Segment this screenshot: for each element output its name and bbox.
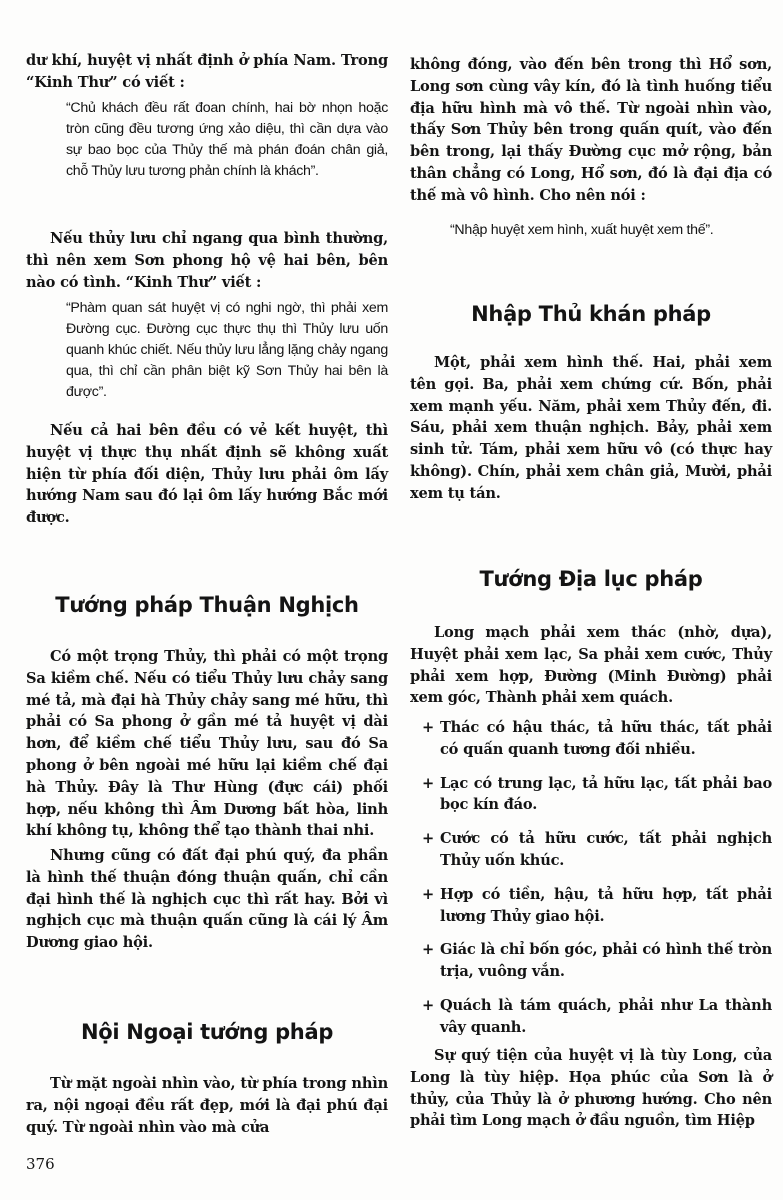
plus-bullet-icon: + — [422, 830, 435, 848]
list-item — [410, 939, 772, 983]
list-item-text: Cước có tả hữu cước, tất phải nghịch Thủy uốn khúc. — [440, 830, 772, 869]
paragraph — [26, 646, 388, 842]
list-item — [410, 773, 772, 817]
paragraph-text: dư khí, huyệt vị nhất định ở phía Nam. Trong “Kinh Thư” có viết : — [26, 52, 388, 91]
plus-bullet-icon: + — [422, 941, 435, 959]
paragraph-text: Một, phải xem hình thế. Hai, phải xem tên gọi. Ba, phải xem chứng cứ. Bốn, phải xem mạnh yếu. Năm, phải xem Thủy đến, đi. Sáu, phải xem thuận nghịch. Bảy, phải xem sinh tử. Tám, phải xem hữu vô (có thực hay không). Chín, phải xem chân giả, Mười, phải xem tụ tán. — [410, 354, 772, 502]
plus-bullet-icon: + — [422, 885, 435, 903]
paragraph-text: Có một trọng Thủy, thì phải có một trọng Sa kiềm chế. Nếu có tiểu Thủy lưu chảy sang mé tả, mà đại hà Thủy chảy sang mé hữu, thì phải có Sa phong ở gần mé tả huyệt vị dài hơn, để kiềm chế tiểu Thủy lưu, sau đó Sa phong ở bên ngoài mé hữu lại kiềm chế đại hà Thủy. Đây là Thư Hùng (đực cái) phối hợp, nếu không thì Âm Dương bất hòa, linh khí không tụ, không thể tạo thành thai nhi. — [26, 648, 388, 840]
section-heading — [26, 1020, 388, 1044]
plus-bullet-icon: + — [422, 774, 435, 792]
plus-bullet-icon: + — [422, 996, 435, 1014]
paragraph — [26, 228, 388, 293]
heading-nhap-thu: Nhập Thủ khán pháp — [471, 302, 711, 326]
heading-dia-luc: Tướng Địa lục pháp — [479, 567, 703, 591]
paragraph-text: không đóng, vào đến bên trong thì Hổ sơn, Long sơn cùng vây kín, đó là tình huống tiểu địa hữu hình mà vô thế. Từ ngoài nhìn vào, thấy Sơn Thủy bên trong quấn quít, vào đến bên trong, lại thấy Đường cục mở rộng, bản thân chẳng có Long, Hổ sơn, đó là đại địa có thế mà vô hình. Cho nên nói : — [410, 56, 772, 204]
quotation — [410, 220, 772, 241]
quote-text: “Phàm quan sát huyệt vị có nghi ngờ, thì phải xem Đường cục. Đường cục thực thụ thì Thủy lưu uốn quanh khúc chiết. Nếu thủy lưu lẳng lặng chảy ngang qua, thì chỉ cần phân biệt kỹ Sơn Thủy hai bên là được”. — [66, 300, 388, 400]
list-item-text: Thác có hậu thác, tả hữu thác, tất phải có quấn quanh tương đối nhiều. — [440, 719, 772, 758]
paragraph-text: Nhưng cũng có đất đại phú quý, đa phần là hình thế thuận đóng thuận quấn, chỉ cần đại hình thế là nghịch cục thì rất hay. Bởi vì nghịch cục mà thuận quấn cũng là cái lý Âm Dương giao hội. — [26, 847, 388, 952]
paragraph-text: Nếu thủy lưu chỉ ngang qua bình thường, thì nên xem Sơn phong hộ vệ hai bên, bên nào có tình. “Kinh Thư” viết : — [26, 230, 388, 291]
section-heading — [410, 567, 772, 591]
list-item-text: Lạc có trung lạc, tả hữu lạc, tất phải bao bọc kín đáo. — [440, 774, 772, 814]
paragraph — [26, 420, 388, 529]
plus-bullet-icon: + — [422, 719, 435, 736]
paragraph — [26, 845, 388, 954]
heading-thuan-nghich: Tướng pháp Thuận Nghịch — [55, 593, 359, 617]
rule-list — [410, 717, 772, 1039]
paragraph-text: Sự quý tiện của huyệt vị là tùy Long, của Long là tùy hiệp. Họa phúc của Sơn là ở thủy, của Thủy là ở phương hướng. Cho nên phải tìm Long mạch ở đầu nguồn, tìm Hiệp — [410, 1047, 772, 1130]
heading-noi-ngoai: Nội Ngoại tướng pháp — [80, 1020, 334, 1044]
paragraph-text: Nếu cả hai bên đều có vẻ kết huyệt, thì huyệt vị thực thụ nhất định sẽ không xuất hiện từ phía đối diện, Thủy lưu phải ôm lấy hướng Nam sau đó lại ôm lấy hướng Bắc mới được. — [26, 422, 388, 527]
paragraph — [26, 50, 388, 94]
paragraph-text: Từ mặt ngoài nhìn vào, từ phía trong nhìn ra, nội ngoại đều rất đẹp, mới là đại phú đại quý. Từ ngoài nhìn vào mà cửa — [26, 1075, 388, 1136]
list-item — [410, 995, 772, 1039]
page-number: 376 — [26, 1155, 55, 1173]
section-heading — [410, 302, 772, 326]
section-heading — [26, 593, 388, 617]
paragraph — [410, 352, 772, 505]
paragraph — [26, 1073, 388, 1138]
paragraph-text: Long mạch phải xem thác (nhờ, dựa), Huyệt phải xem lạc, Sa phải xem cước, Thủy phải xem hợp, Đường (Minh Đường) phải xem góc, Thành phải xem quách. — [410, 624, 772, 707]
quote-text: “Nhập huyệt xem hình, xuất huyệt xem thế”. — [450, 222, 714, 238]
list-item-text: Hợp có tiền, hậu, tả hữu hợp, tất phải lương Thủy giao hội. — [440, 885, 772, 925]
quote-text: “Chủ khách đều rất đoan chính, hai bờ nhọn hoặc tròn cũng đều tương ứng xảo diệu, thì cần dựa vào sự bao bọc của Thủy thế mà phán đoán chân giả, chỗ Thủy lưu tương phản chính là khách”. — [66, 100, 388, 179]
list-item — [410, 717, 772, 761]
list-item-text: Giác là chỉ bốn góc, phải có hình thế tròn trịa, vuông vắn. — [440, 941, 772, 981]
list-item-text: Quách là tám quách, phải như La thành vây quanh. — [440, 996, 772, 1036]
quotation — [26, 98, 388, 182]
paragraph — [410, 1045, 772, 1132]
paragraph — [410, 54, 772, 207]
quotation — [26, 298, 388, 403]
list-item — [410, 884, 772, 928]
list-item — [410, 828, 772, 872]
paragraph — [410, 622, 772, 709]
